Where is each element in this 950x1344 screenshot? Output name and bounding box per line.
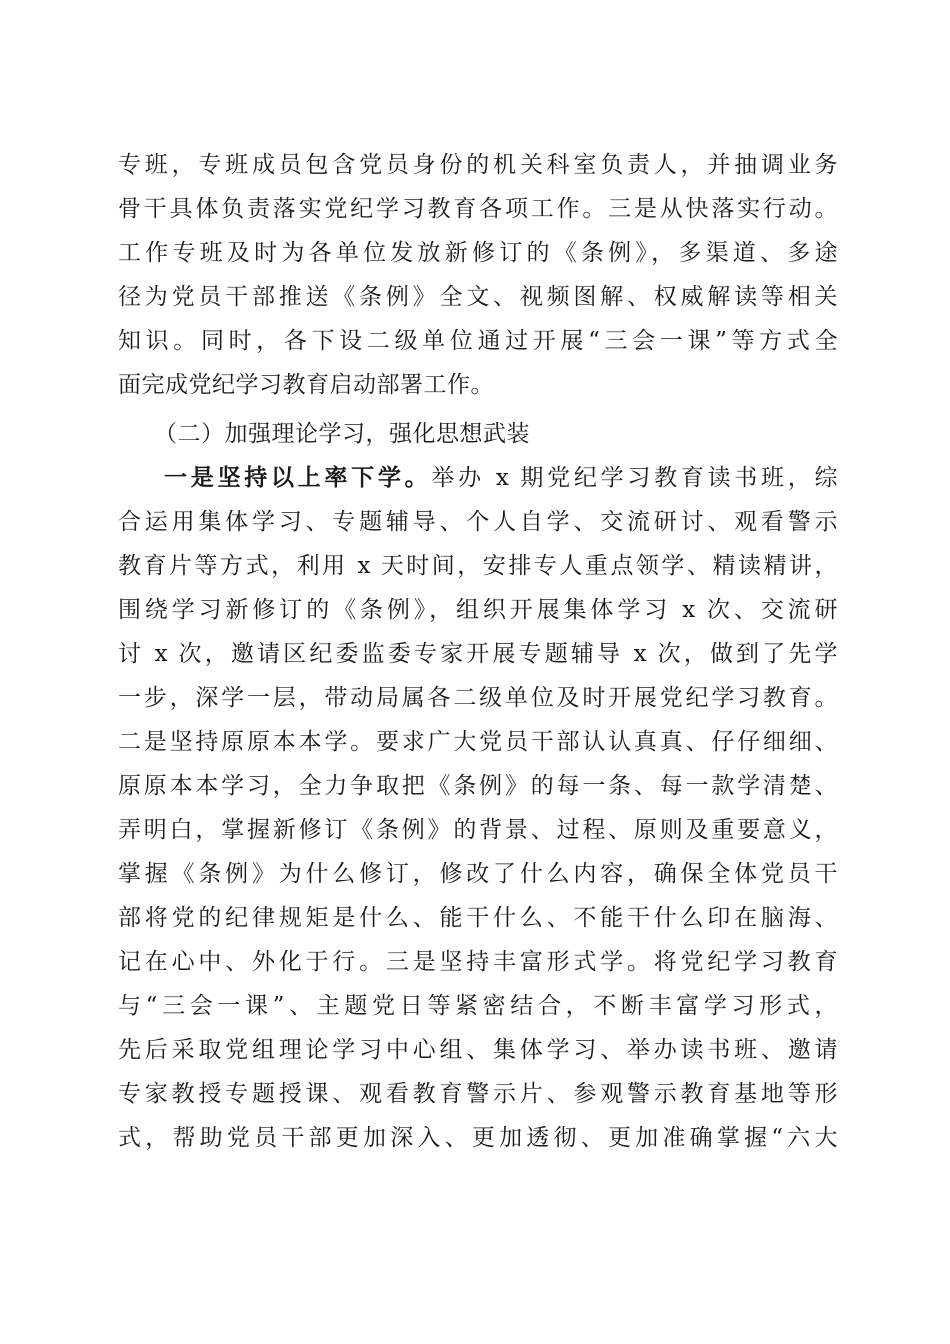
paragraph-line: 原原本本学习，全力争取把《条例》的每一条、每一款学清楚、 bbox=[118, 773, 838, 799]
paragraph-line: 骨干具体负责落实党纪学习教育各项工作。三是从快落实行动。 bbox=[118, 196, 838, 222]
paragraph-line: 与“三会一课”、主题党日等紧密结合，不断丰富学习形式， bbox=[118, 993, 838, 1019]
first-line-text: 举办 x 期党纪学习教育读书班，综 bbox=[431, 465, 839, 491]
section-heading: （二）加强理论学习，强化思想武装 bbox=[154, 421, 530, 447]
paragraph-line: 合运用集体学习、专题辅导、个人自学、交流研讨、观看警示 bbox=[118, 509, 838, 535]
paragraph-line: 掌握《条例》为什么修订，修改了什么内容，确保全体党员干 bbox=[118, 861, 838, 887]
paragraph-line: 专家教授专题授课、观看教育警示片、参观警示教育基地等形 bbox=[118, 1081, 838, 1107]
paragraph-line: 面完成党纪学习教育启动部署工作。 bbox=[118, 372, 494, 398]
paragraph-line: 工作专班及时为各单位发放新修订的《条例》，多渠道、多途 bbox=[118, 240, 838, 266]
paragraph-line: 记在心中、外化于行。三是坚持丰富形式学。将党纪学习教育 bbox=[118, 949, 838, 975]
paragraph-line: 围绕学习新修订的《条例》，组织开展集体学习 x 次、交流研 bbox=[118, 597, 838, 623]
paragraph-2 bbox=[118, 456, 838, 1160]
paragraph-line: 教育片等方式，利用 x 天时间，安排专人重点领学、精读精讲， bbox=[118, 553, 838, 579]
lead-phrase: 一是坚持以上率下学。 bbox=[164, 464, 432, 491]
paragraph-line: 弄明白，掌握新修订《条例》的背景、过程、原则及重要意义， bbox=[118, 817, 838, 843]
paragraph-line-first bbox=[118, 456, 838, 500]
paragraph-line: 式，帮助党员干部更加深入、更加透彻、更加准确掌握“六大 bbox=[118, 1125, 838, 1151]
section-heading-block bbox=[118, 412, 838, 456]
paragraph-line: 专班，专班成员包含党员身份的机关科室负责人，并抽调业务 bbox=[118, 152, 838, 178]
paragraph-line: 部将党的纪律规矩是什么、能干什么、不能干什么印在脑海、 bbox=[118, 905, 838, 931]
paragraph-line: 讨 x 次，邀请区纪委监委专家开展专题辅导 x 次，做到了先学 bbox=[118, 641, 838, 667]
paragraph-line: 一步，深学一层，带动局属各二级单位及时开展党纪学习教育。 bbox=[118, 685, 838, 711]
paragraph-1 bbox=[118, 143, 838, 407]
paragraph-line: 径为党员干部推送《条例》全文、视频图解、权威解读等相关 bbox=[118, 284, 838, 310]
paragraph-line: 先后采取党组理论学习中心组、集体学习、举办读书班、邀请 bbox=[118, 1037, 838, 1063]
paragraph-line: 知识。同时，各下设二级单位通过开展“三会一课”等方式全 bbox=[118, 328, 838, 354]
paragraph-line: 二是坚持原原本本学。要求广大党员干部认认真真、仔仔细细、 bbox=[118, 729, 838, 755]
